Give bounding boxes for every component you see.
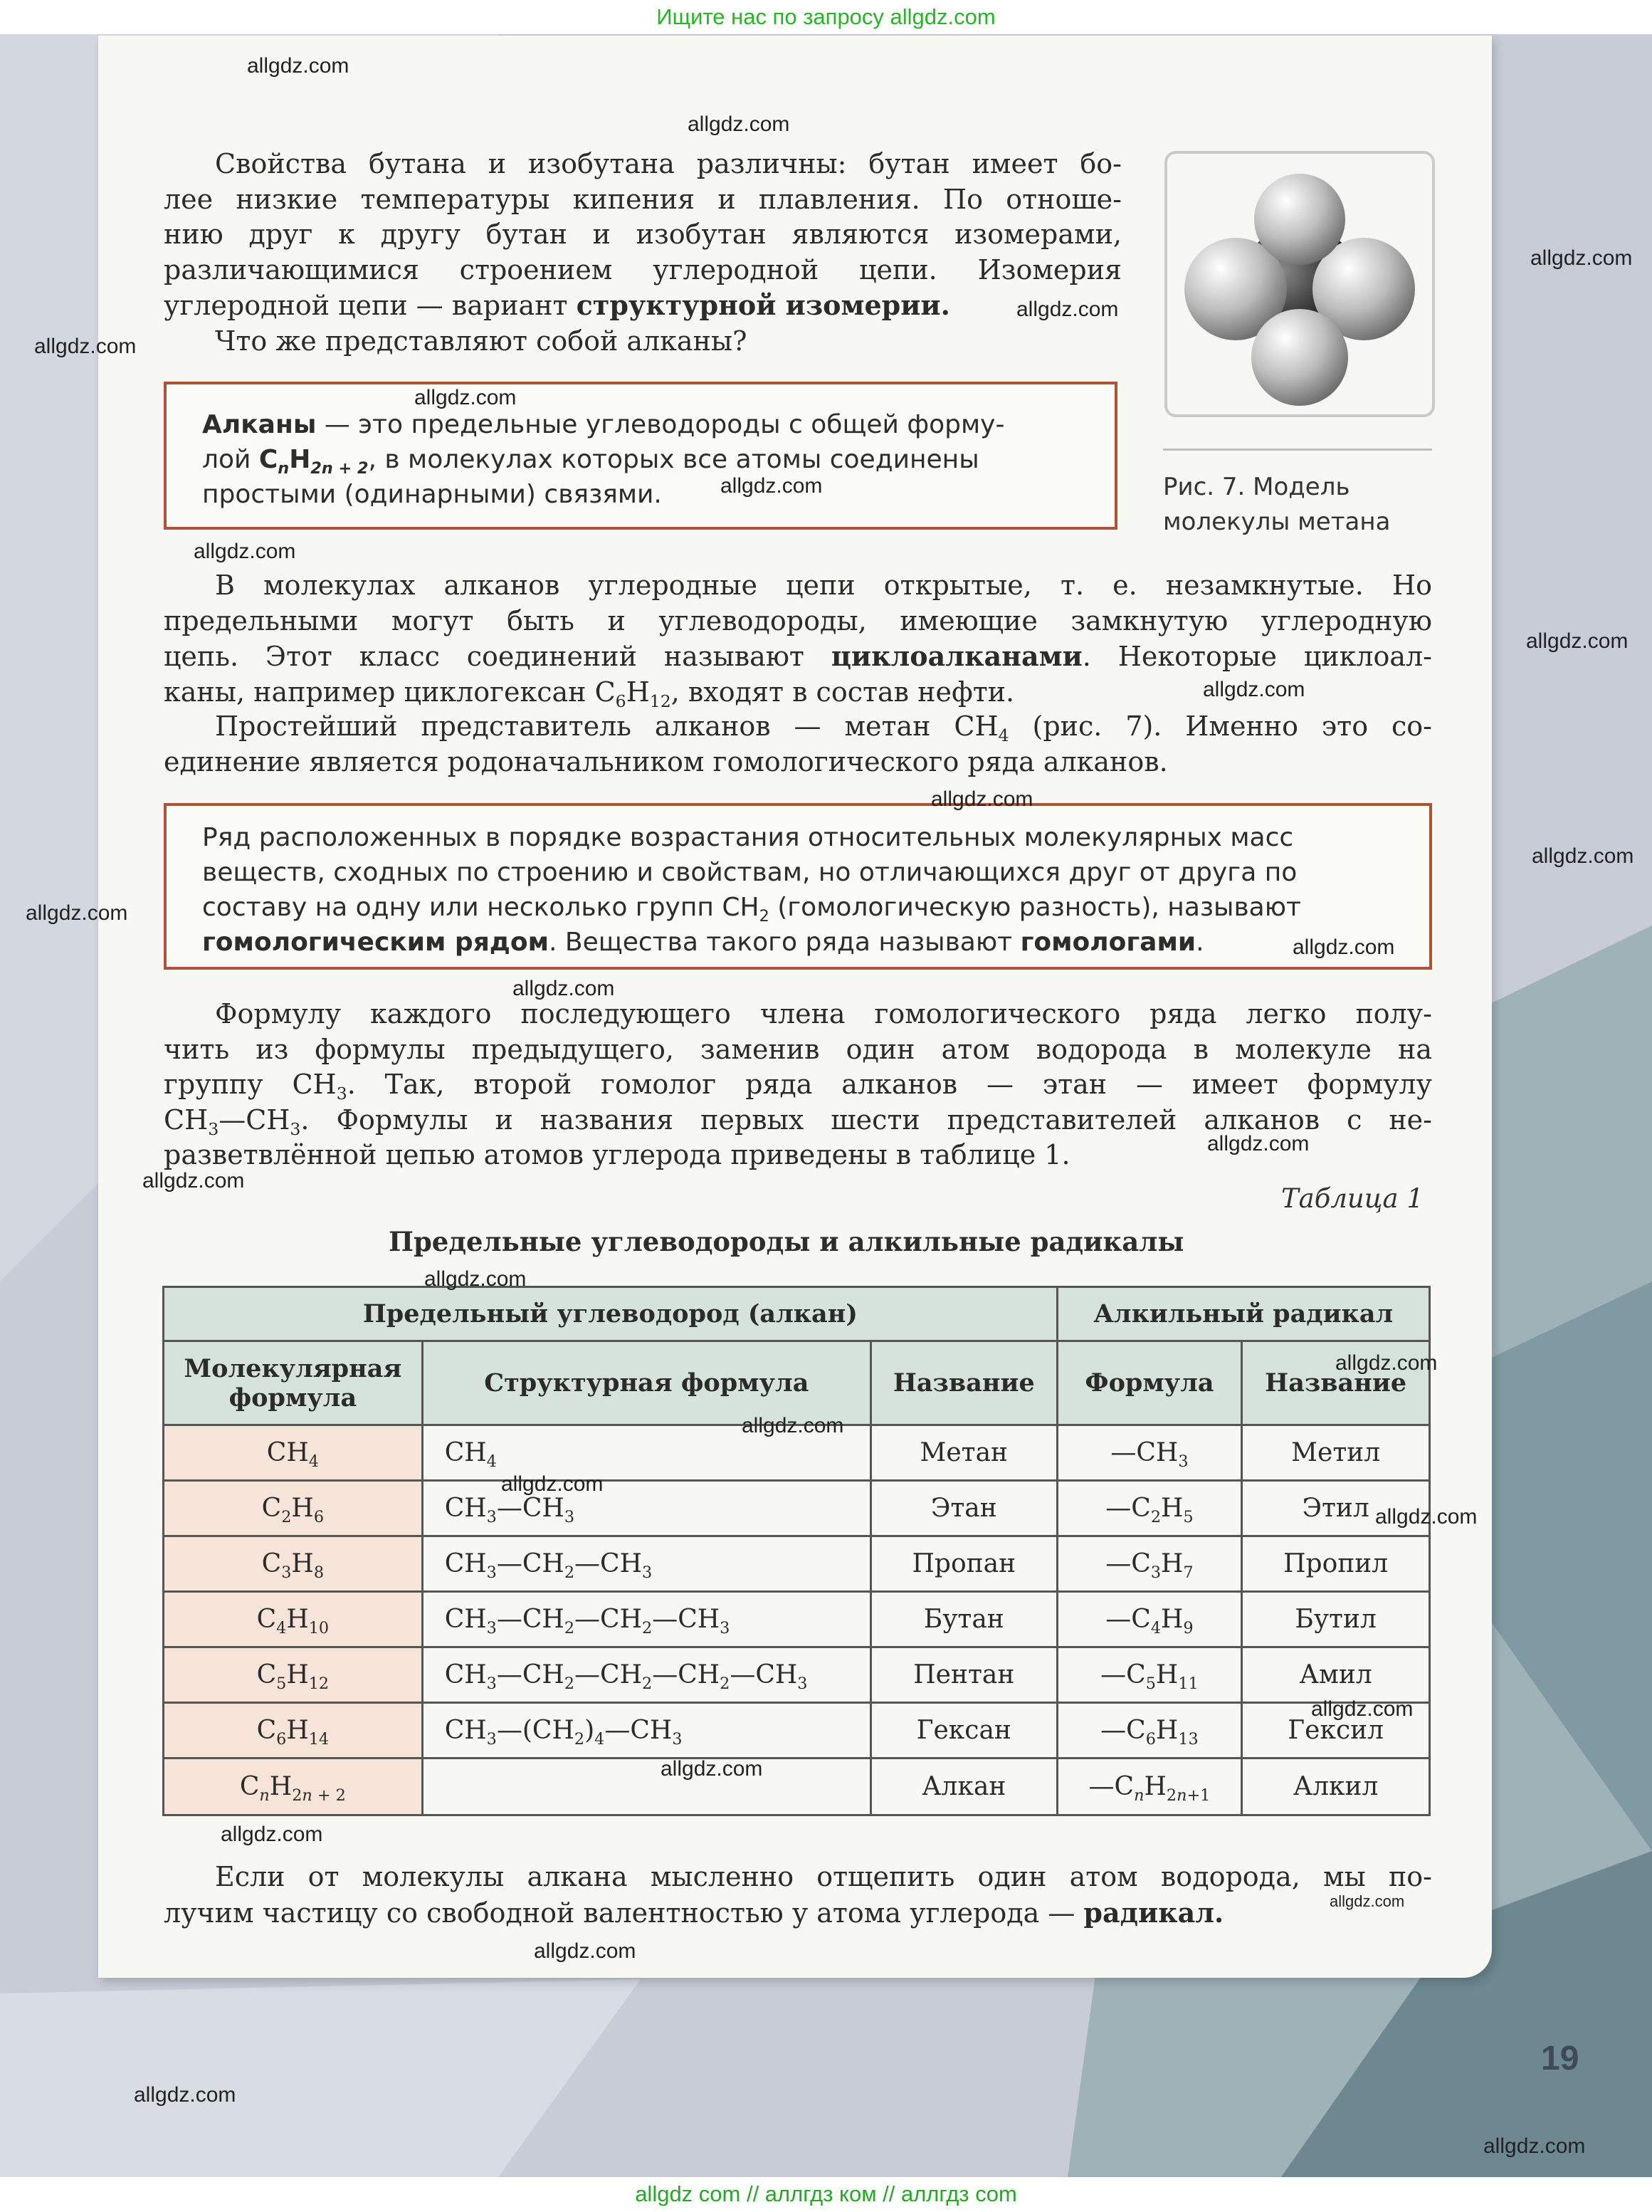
watermark: allgdz.com (134, 2083, 236, 2107)
text-line (164, 1895, 1432, 1931)
figure-methane-model (1164, 151, 1435, 417)
subscript: 3 (336, 1084, 347, 1104)
header-alkane-group: Предельный углеводород (алкан) (164, 1287, 1058, 1341)
text-line: Формулу каждого последующего члена гомологического ряда легко полу- (215, 998, 1432, 1029)
formula-part: H (289, 445, 311, 474)
text-line: Если от молекулы алкана мысленно отщепить один атом водорода, мы по- (215, 1861, 1432, 1892)
watermark: allgdz.com (931, 787, 1033, 811)
watermark: allgdz.com (742, 1414, 844, 1437)
text-span: Простейший представитель алканов — метан CH (215, 711, 999, 742)
text-line: лее низкие температуры кипения и плавления. По отноше- (164, 183, 1122, 215)
cell-molecular-formula: $C_5H_{12}$ (164, 1647, 423, 1703)
watermark: allgdz.com (194, 540, 296, 563)
text-line: простыми (одинарными) связями. (202, 480, 662, 509)
watermark: allgdz.com (1483, 2134, 1586, 2158)
header-structural-formula: Структурная формула (422, 1341, 870, 1425)
cell-radical-formula: $—CH_3$ (1057, 1425, 1242, 1481)
text-span: . (1196, 928, 1204, 957)
term-structural-isomerism: структурной изомерии. (576, 289, 950, 321)
header-line: Молекулярная (184, 1353, 402, 1383)
cell-radical-formula: $—C_6H_{13}$ (1057, 1703, 1242, 1758)
formula-part: C (258, 445, 278, 474)
top-banner[interactable]: Ищите нас по запросу allgdz.com (656, 4, 996, 29)
cell-structural-formula: $CH_3—CH_3$ (422, 1481, 870, 1536)
watermark: allgdz.com (1526, 629, 1629, 653)
text-span: каны, например циклогексан C (164, 676, 616, 708)
text-span: углеродной цепи — вариант (164, 290, 577, 321)
cell-radical-formula: $—C_3H_7$ (1057, 1536, 1242, 1592)
watermark: allgdz.com (34, 335, 137, 358)
term-radical: радикал. (1083, 1896, 1224, 1929)
text-line: Что же представляют собой алканы? (215, 325, 747, 357)
table-row (164, 1592, 1430, 1647)
table-row (164, 1758, 1430, 1815)
table-row (164, 1647, 1430, 1703)
text-span: —CH (219, 1104, 290, 1136)
text-line (164, 1067, 1432, 1103)
watermark: allgdz.com (1335, 1351, 1438, 1375)
text-span: цепь. Этот класс соединений называют (164, 641, 831, 672)
header-name: Название (870, 1341, 1057, 1425)
cell-structural-formula: $CH_3—CH_2—CH_2—CH_3$ (422, 1592, 870, 1647)
watermark: allgdz.com (1016, 298, 1119, 321)
caption-line: Рис. 7. Модель (1163, 473, 1350, 501)
text-line: чить из формулы предыдущего, заменив один атом водорода в молекуле на (164, 1033, 1432, 1065)
text-line: веществ, сходных по строению и свойствам, но отличающихся друг от друга по (202, 858, 1298, 887)
cell-name: Пропан (870, 1536, 1057, 1592)
subscript: 4 (998, 725, 1009, 746)
text-line: предельными могут быть и углеводороды, имеющие замкнутую углеродную (164, 604, 1432, 636)
formula-part: 2n + 2 (310, 458, 369, 478)
cell-radical-name: Гексил (1242, 1703, 1430, 1758)
text-line: В молекулах алканов углеродные цепи открытые, т. е. незамкнутые. Но (215, 570, 1432, 601)
term-homologous-series: гомологическим рядом (202, 928, 549, 957)
cell-radical-formula: $—C_4H_9$ (1057, 1592, 1242, 1647)
watermark: allgdz.com (661, 1757, 763, 1781)
cell-name: Метан (870, 1425, 1057, 1481)
cell-radical-name: Алкил (1242, 1758, 1430, 1815)
cell-radical-formula: $—C_5H_{11}$ (1057, 1647, 1242, 1703)
cell-name: Этан (870, 1481, 1057, 1536)
header-line: формула (228, 1383, 357, 1412)
watermark: allgdz.com (512, 977, 615, 1000)
text-span: H (626, 676, 650, 708)
watermark: allgdz.com (1330, 1892, 1405, 1910)
term-alkanes: Алканы (202, 410, 317, 439)
watermark: allgdz.com (221, 1823, 323, 1846)
text-line (202, 442, 1115, 477)
text-span: , входят в состав нефти. (670, 676, 1015, 708)
text-span: CH (164, 1104, 209, 1136)
cell-structural-formula (422, 1758, 870, 1815)
cell-radical-formula: $—C_2H_5$ (1057, 1481, 1242, 1536)
text-span: лучим частицу со свободной валентностью у атома углерода — (164, 1897, 1084, 1929)
watermark: allgdz.com (1293, 935, 1395, 959)
text-span: (рис. 7). Именно это со- (1009, 711, 1432, 742)
cell-name: Бутан (870, 1592, 1057, 1647)
text-line (164, 288, 1122, 324)
cell-name: Гексан (870, 1703, 1057, 1758)
table-row (164, 1481, 1430, 1536)
cell-name: Алкан (870, 1758, 1057, 1815)
text-line: единение является родоначальником гомологического ряда алканов. (164, 745, 1168, 777)
text-span: . Некоторые циклоал- (1082, 641, 1432, 672)
cell-radical-name: Метил (1242, 1425, 1430, 1481)
text-span: — это предельные углеводороды с общей форму- (316, 410, 1005, 439)
text-line (202, 925, 1394, 960)
table-header-row (164, 1341, 1430, 1425)
table-row (164, 1703, 1430, 1758)
header-radical-formula: Формула (1057, 1341, 1242, 1425)
paragraph-radical (164, 1860, 1432, 1931)
cell-molecular-formula: $C_4H_{10}$ (164, 1592, 423, 1647)
alkanes-table (162, 1286, 1431, 1816)
text-span: группу CH (164, 1069, 337, 1100)
methane-molecule-model-icon (1167, 154, 1432, 414)
cell-structural-formula: $CH_4$ (422, 1425, 870, 1481)
watermark: allgdz.com (534, 1939, 636, 1963)
watermark: allgdz.com (424, 1267, 527, 1291)
cell-structural-formula: $CH_3—(CH_2)_4—CH_3$ (422, 1703, 870, 1758)
cell-molecular-formula: $C_nH_{2n + 2}$ (164, 1758, 423, 1815)
paragraph-butane-isomers (164, 147, 1122, 359)
watermark: allgdz.com (1375, 1505, 1478, 1529)
definition-alkanes-box (164, 382, 1117, 530)
text-span: . Формулы и названия первых шести представителей алканов с не- (300, 1104, 1432, 1136)
watermark: allgdz.com (26, 901, 128, 925)
cell-radical-name: Пропил (1242, 1536, 1430, 1592)
figure-caption (1163, 470, 1448, 540)
text-line (164, 639, 1432, 675)
header-radical-group: Алкильный радикал (1057, 1287, 1429, 1341)
table-header-row (164, 1287, 1430, 1341)
text-line: различающимися строением углеродной цепи. Изомерия (164, 253, 1122, 285)
watermark: allgdz.com (1203, 678, 1305, 701)
watermark: allgdz.com (247, 54, 349, 78)
bottom-banner[interactable]: allgdz com // аллгдз ком // аллгдз com (635, 2181, 1017, 2206)
text-span: составу на одну или несколько групп CH (202, 893, 759, 922)
text-line (202, 890, 1394, 925)
watermark: allgdz.com (1207, 1132, 1310, 1155)
watermark: allgdz.com (720, 474, 823, 498)
page-number: 19 (1541, 2040, 1579, 2077)
text-span: лой (202, 445, 259, 474)
watermark: allgdz.com (688, 112, 790, 136)
text-line (202, 407, 1115, 442)
text-span: (гомологическую разность), называют (769, 893, 1301, 922)
cell-molecular-formula: $CH_4$ (164, 1425, 423, 1481)
text-line (164, 709, 1432, 745)
cell-molecular-formula: $C_2H_6$ (164, 1481, 423, 1536)
text-span: , в молекулах которых все атомы соединены (368, 445, 979, 474)
cell-name: Пентан (870, 1647, 1057, 1703)
formula-subscript (310, 459, 368, 478)
subscript: 3 (208, 1118, 219, 1139)
paragraph-methane (164, 709, 1432, 780)
text-line: нию друг к другу бутан и изобутан являются изомерами, (164, 219, 1122, 250)
watermark: allgdz.com (414, 386, 517, 409)
header-molecular-formula (164, 1341, 423, 1425)
subscript: 2 (759, 906, 769, 926)
text-span: . Вещества такого ряда называют (549, 928, 1021, 957)
cell-structural-formula: $CH_3—CH_2—CH_3$ (422, 1536, 870, 1592)
text-line: Ряд расположенных в порядке возрастания относительных молекулярных масс (202, 823, 1294, 852)
cell-molecular-formula: $C_3H_8$ (164, 1536, 423, 1592)
watermark: allgdz.com (1530, 246, 1633, 270)
header-radical-name: Название (1242, 1341, 1430, 1425)
subscript: 12 (649, 691, 671, 711)
general-formula (258, 445, 369, 478)
subscript: 3 (290, 1118, 301, 1139)
cell-radical-name: Амил (1242, 1647, 1430, 1703)
caption-line: молекулы метана (1163, 508, 1391, 536)
subscript: 6 (615, 691, 626, 711)
watermark: allgdz.com (501, 1472, 604, 1496)
cell-molecular-formula: $C_6H_{14}$ (164, 1703, 423, 1758)
cell-radical-name: Этил (1242, 1481, 1430, 1536)
watermark: allgdz.com (1532, 844, 1634, 868)
text-line: Свойства бутана и изобутана различны: бутан имеет бо- (215, 148, 1122, 179)
text-line: разветвлённой цепью атомов углерода приведены в таблице 1. (164, 1139, 1070, 1170)
cell-radical-name: Бутил (1242, 1592, 1430, 1647)
table-row (164, 1536, 1430, 1592)
term-homologs: гомологами (1020, 928, 1196, 957)
text-span: . Так, второй гомолог ряда алканов — этан — имеет формулу (347, 1069, 1432, 1100)
table-number: Таблица 1 (1281, 1183, 1424, 1214)
cell-radical-formula: $—C_nH_{2n+1}$ (1057, 1758, 1242, 1815)
formula-part: n (278, 458, 290, 478)
watermark: allgdz.com (142, 1169, 245, 1193)
definition-homologous-series-box (164, 803, 1432, 970)
term-cycloalkanes: циклоалканами (831, 640, 1083, 672)
cell-structural-formula: $CH_3—CH_2—CH_2—CH_2—CH_3$ (422, 1647, 870, 1703)
watermark: allgdz.com (1311, 1697, 1414, 1721)
table-title: Предельные углеводороды и алкильные радикалы (389, 1226, 1184, 1257)
figure-caption-divider (1163, 449, 1432, 451)
